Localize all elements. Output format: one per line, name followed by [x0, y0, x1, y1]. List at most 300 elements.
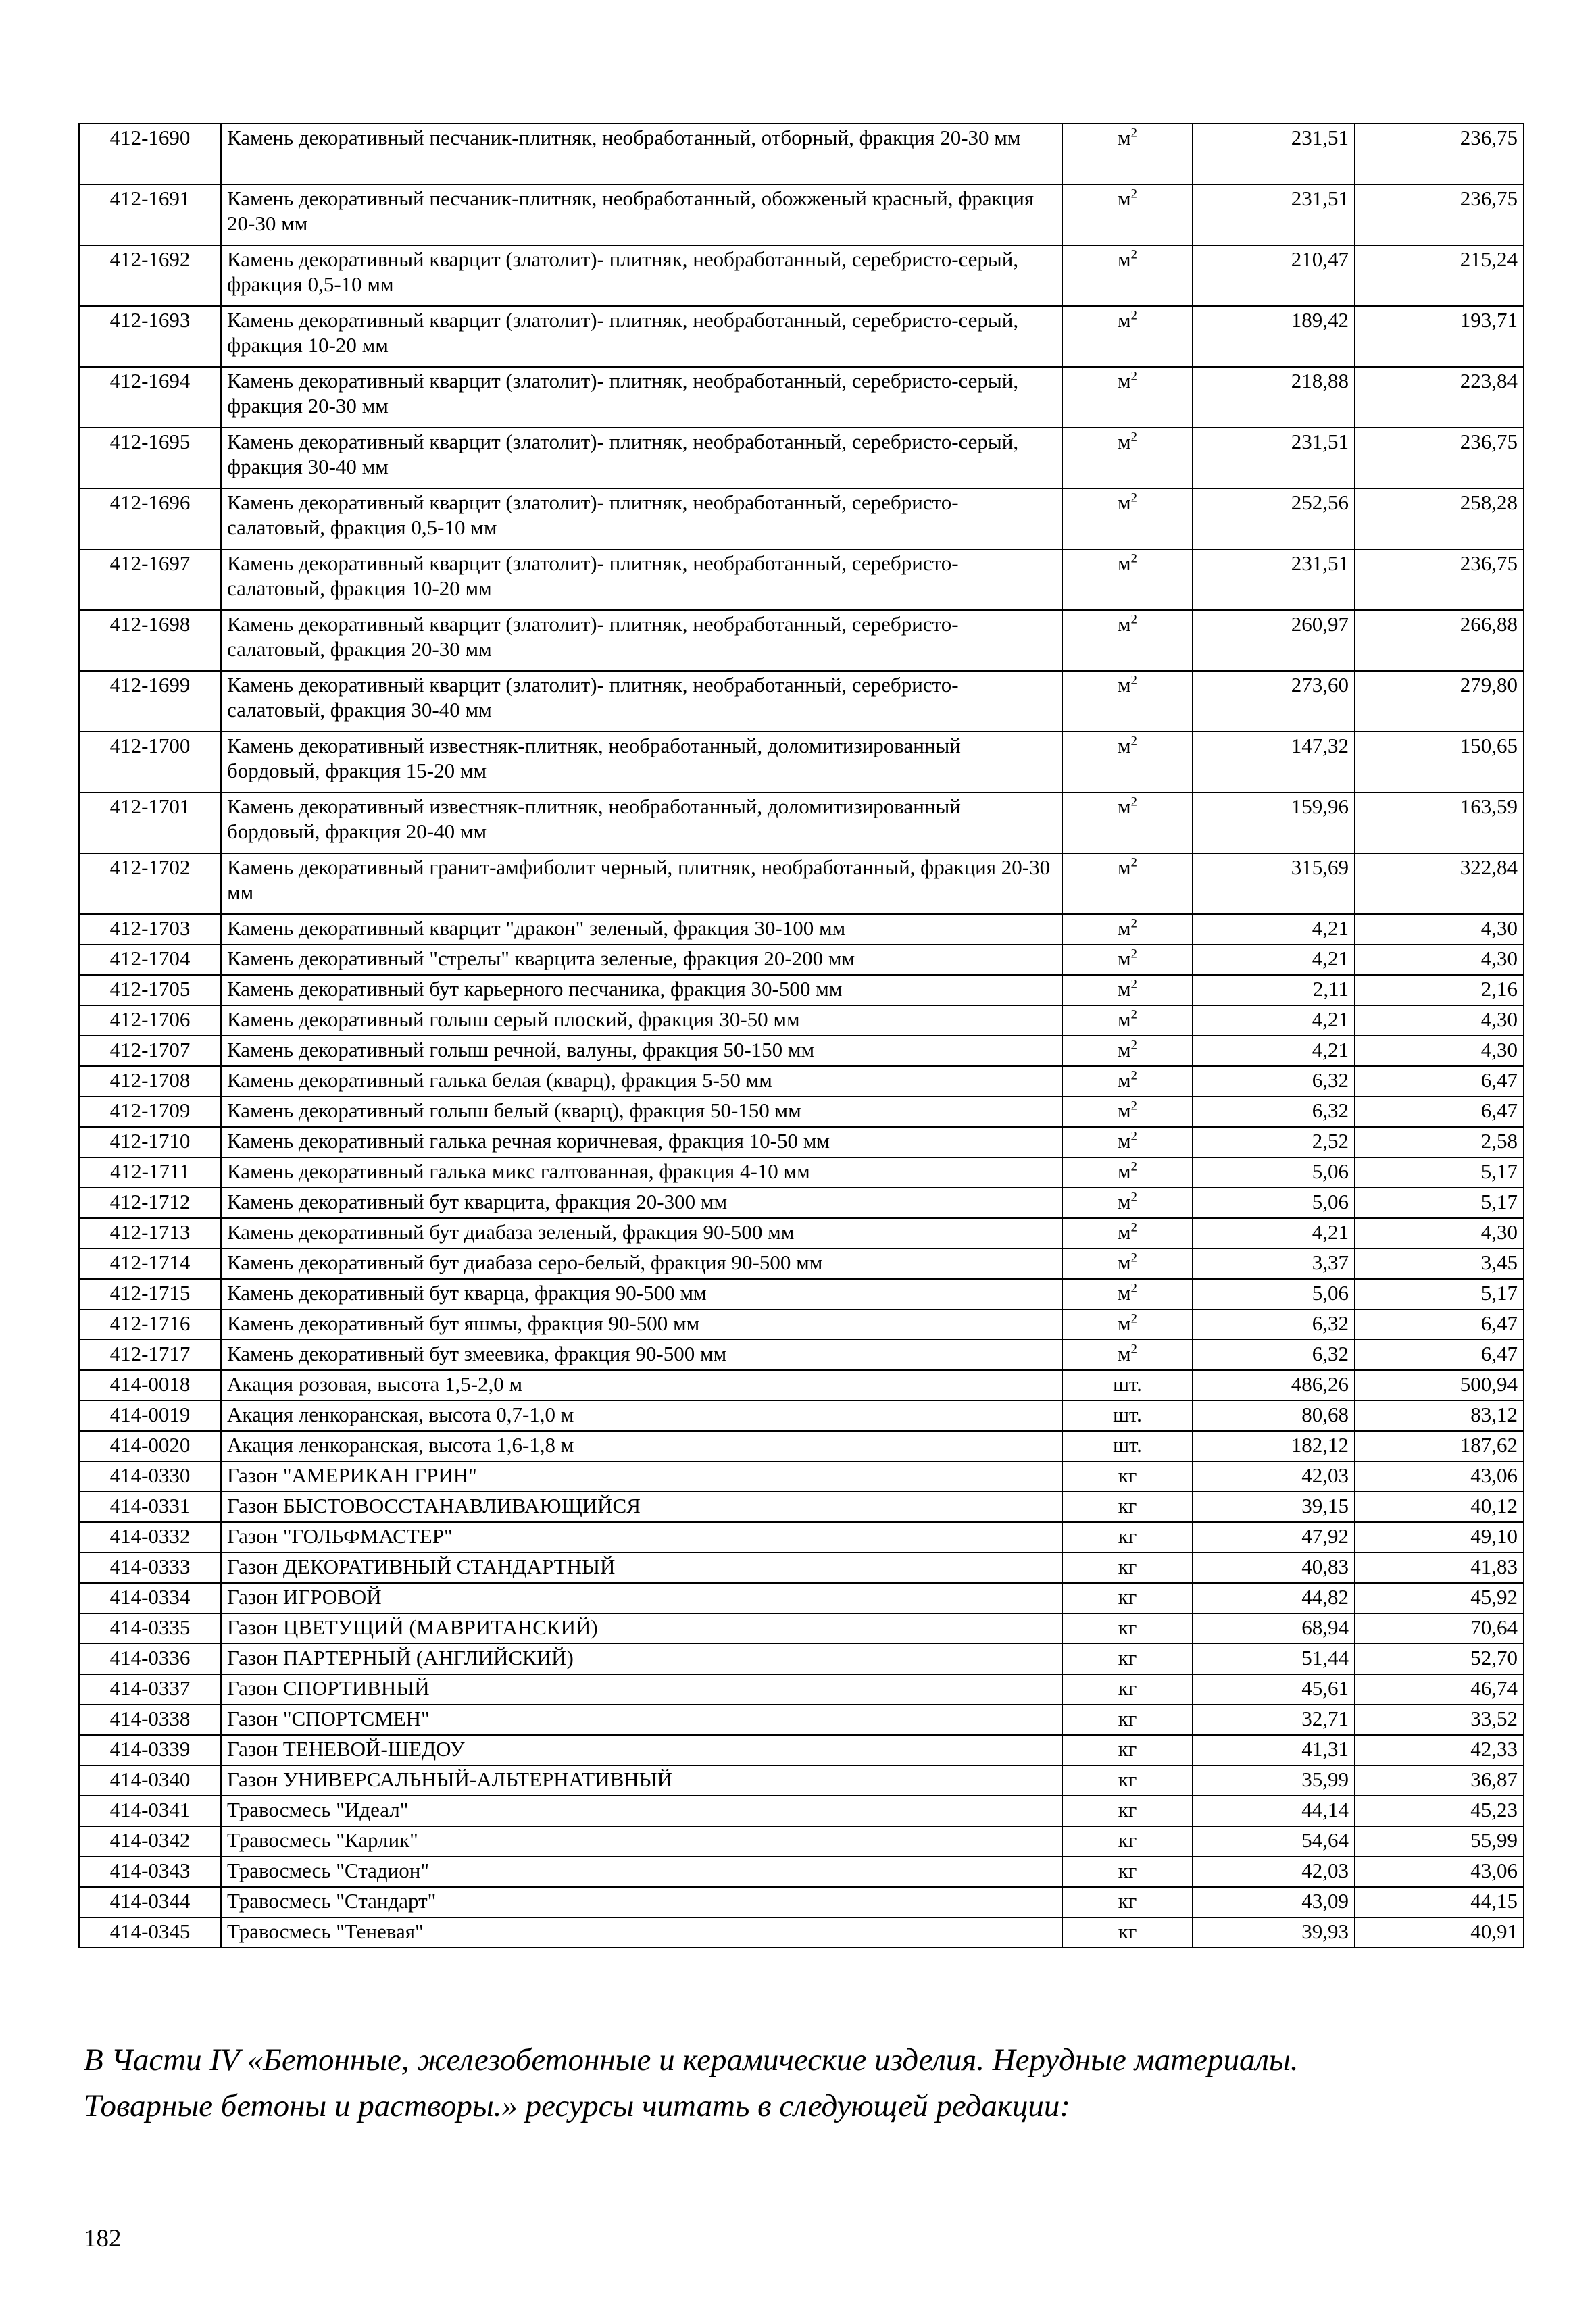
price-2-cell: 6,47 [1355, 1340, 1524, 1370]
resource-name-cell: Травосмесь "Идеал" [221, 1796, 1062, 1826]
resource-code-cell: 414-0330 [79, 1461, 221, 1492]
unit-cell: кг [1062, 1674, 1193, 1705]
table-row [79, 1796, 1524, 1826]
table-row [79, 1279, 1524, 1309]
unit-superscript: 2 [1130, 916, 1137, 931]
unit-cell: кг [1062, 1553, 1193, 1583]
price-1-cell: 210,47 [1193, 245, 1355, 306]
price-1-cell: 54,64 [1193, 1826, 1355, 1857]
unit-superscript: 2 [1130, 1099, 1137, 1113]
price-1-cell: 35,99 [1193, 1765, 1355, 1796]
table-row [79, 1857, 1524, 1887]
price-1-cell: 4,21 [1193, 1218, 1355, 1249]
resource-code-cell: 412-1701 [79, 793, 221, 853]
price-2-cell: 5,17 [1355, 1188, 1524, 1218]
resource-name-cell: Камень декоративный бут кварца, фракция 90-500 мм [221, 1279, 1062, 1309]
resource-name-cell: Камень декоративный кварцит "дракон" зеленый, фракция 30-100 мм [221, 914, 1062, 945]
resource-name-cell: Камень декоративный голыш речной, валуны, фракция 50-150 мм [221, 1036, 1062, 1066]
table-row [79, 245, 1524, 306]
table-row [79, 914, 1524, 945]
price-2-cell: 236,75 [1355, 549, 1524, 610]
table-row [79, 1127, 1524, 1157]
unit-cell: кг [1062, 1613, 1193, 1644]
table-row [79, 853, 1524, 914]
unit-superscript: 2 [1130, 430, 1137, 445]
resource-code-cell: 412-1715 [79, 1279, 221, 1309]
table-row [79, 1340, 1524, 1370]
unit-superscript: 2 [1130, 551, 1137, 566]
price-1-cell: 39,93 [1193, 1917, 1355, 1948]
unit-cell: $м^2$ [1062, 671, 1193, 732]
price-1-cell: 315,69 [1193, 853, 1355, 914]
price-1-cell: 5,06 [1193, 1157, 1355, 1188]
price-1-cell: 273,60 [1193, 671, 1355, 732]
unit-superscript: 2 [1130, 1038, 1137, 1053]
unit-cell: кг [1062, 1522, 1193, 1553]
price-2-cell: 4,30 [1355, 1036, 1524, 1066]
price-2-cell: 41,83 [1355, 1553, 1524, 1583]
resource-name-cell: Камень декоративный кварцит (златолит)- плитняк, необработанный, серебристо-салатовый, фракция 0,5-10 мм [221, 488, 1062, 549]
price-2-cell: 236,75 [1355, 124, 1524, 184]
resource-code-cell: 412-1706 [79, 1005, 221, 1036]
table-row [79, 793, 1524, 853]
resource-code-cell: 412-1699 [79, 671, 221, 732]
price-2-cell: 45,92 [1355, 1583, 1524, 1613]
unit-cell: $м^2$ [1062, 945, 1193, 975]
table-row [79, 1309, 1524, 1340]
price-1-cell: 3,37 [1193, 1249, 1355, 1279]
price-2-cell: 193,71 [1355, 306, 1524, 367]
unit-cell: кг [1062, 1461, 1193, 1492]
resource-name-cell: Камень декоративный бут диабаза серо-белый, фракция 90-500 мм [221, 1249, 1062, 1279]
unit-superscript: 2 [1130, 1190, 1137, 1205]
price-1-cell: 252,56 [1193, 488, 1355, 549]
resource-name-cell: Камень декоративный галька речная коричневая, фракция 10-50 мм [221, 1127, 1062, 1157]
resource-code-cell: 412-1693 [79, 306, 221, 367]
table-row [79, 488, 1524, 549]
table-row [79, 1066, 1524, 1097]
unit-cell: $м^2$ [1062, 610, 1193, 671]
table-row [79, 1674, 1524, 1705]
unit-superscript: 2 [1130, 491, 1137, 505]
table-row [79, 1917, 1524, 1948]
resource-name-cell: Камень декоративный "стрелы" кварцита зеленые, фракция 20-200 мм [221, 945, 1062, 975]
resource-name-cell: Камень декоративный гранит-амфиболит черный, плитняк, необработанный, фракция 20-30 мм [221, 853, 1062, 914]
price-2-cell: 150,65 [1355, 732, 1524, 793]
unit-cell: кг [1062, 1826, 1193, 1857]
resource-code-cell: 412-1702 [79, 853, 221, 914]
price-1-cell: 260,97 [1193, 610, 1355, 671]
resource-name-cell: Камень декоративный кварцит (златолит)- плитняк, необработанный, серебристо-салатовый, фракция 10-20 мм [221, 549, 1062, 610]
price-1-cell: 43,09 [1193, 1887, 1355, 1917]
unit-cell: кг [1062, 1705, 1193, 1735]
table-row [79, 1613, 1524, 1644]
price-1-cell: 231,51 [1193, 428, 1355, 488]
resource-code-cell: 412-1700 [79, 732, 221, 793]
resource-name-cell: Акация ленкоранская, высота 0,7-1,0 м [221, 1401, 1062, 1431]
resource-name-cell: Камень декоративный бут карьерного песчаника, фракция 30-500 мм [221, 975, 1062, 1005]
table-row [79, 1826, 1524, 1857]
price-1-cell: 4,21 [1193, 1005, 1355, 1036]
table-row [79, 1765, 1524, 1796]
price-1-cell: 231,51 [1193, 124, 1355, 184]
table-body [79, 124, 1524, 1948]
price-2-cell: 5,17 [1355, 1279, 1524, 1309]
price-1-cell: 51,44 [1193, 1644, 1355, 1674]
price-2-cell: 500,94 [1355, 1370, 1524, 1401]
unit-superscript: 2 [1130, 1220, 1137, 1235]
table-row [79, 610, 1524, 671]
unit-cell: кг [1062, 1796, 1193, 1826]
price-2-cell: 44,15 [1355, 1887, 1524, 1917]
unit-superscript: 2 [1130, 1159, 1137, 1174]
unit-cell: $м^2$ [1062, 245, 1193, 306]
resource-name-cell: Камень декоративный кварцит (златолит)- плитняк, необработанный, серебристо-серый, фракция 10-20 мм [221, 306, 1062, 367]
resource-name-cell: Газон ДЕКОРАТИВНЫЙ СТАНДАРТНЫЙ [221, 1553, 1062, 1583]
price-2-cell: 70,64 [1355, 1613, 1524, 1644]
unit-superscript: 2 [1130, 1007, 1137, 1022]
table-row [79, 1157, 1524, 1188]
price-2-cell: 45,23 [1355, 1796, 1524, 1826]
resource-name-cell: Газон БЫСТОВОССТАНАВЛИВАЮЩИЙСЯ [221, 1492, 1062, 1522]
resource-code-cell: 412-1710 [79, 1127, 221, 1157]
table-row [79, 124, 1524, 184]
resource-code-cell: 412-1697 [79, 549, 221, 610]
price-1-cell: 4,21 [1193, 914, 1355, 945]
price-1-cell: 4,21 [1193, 945, 1355, 975]
resource-code-cell: 414-0341 [79, 1796, 221, 1826]
unit-cell: $м^2$ [1062, 184, 1193, 245]
price-1-cell: 6,32 [1193, 1309, 1355, 1340]
unit-cell: $м^2$ [1062, 1127, 1193, 1157]
resource-code-cell: 414-0337 [79, 1674, 221, 1705]
resource-code-cell: 414-0342 [79, 1826, 221, 1857]
price-2-cell: 6,47 [1355, 1097, 1524, 1127]
price-2-cell: 6,47 [1355, 1066, 1524, 1097]
resource-code-cell: 412-1705 [79, 975, 221, 1005]
unit-superscript: 2 [1130, 734, 1137, 749]
resource-code-cell: 414-0340 [79, 1765, 221, 1796]
unit-cell: шт. [1062, 1431, 1193, 1461]
resource-code-cell: 414-0336 [79, 1644, 221, 1674]
unit-cell: $м^2$ [1062, 1036, 1193, 1066]
resource-name-cell: Камень декоративный кварцит (златолит)- плитняк, необработанный, серебристо-серый, фракция 0,5-10 мм [221, 245, 1062, 306]
price-2-cell: 83,12 [1355, 1401, 1524, 1431]
resource-code-cell: 414-0020 [79, 1431, 221, 1461]
unit-cell: $м^2$ [1062, 1005, 1193, 1036]
price-2-cell: 40,12 [1355, 1492, 1524, 1522]
resource-code-cell: 412-1704 [79, 945, 221, 975]
resource-code-cell: 412-1717 [79, 1340, 221, 1370]
unit-superscript: 2 [1130, 977, 1137, 992]
unit-cell: $м^2$ [1062, 367, 1193, 428]
price-2-cell: 52,70 [1355, 1644, 1524, 1674]
unit-cell: кг [1062, 1644, 1193, 1674]
price-1-cell: 39,15 [1193, 1492, 1355, 1522]
price-2-cell: 6,47 [1355, 1309, 1524, 1340]
unit-cell: шт. [1062, 1401, 1193, 1431]
price-1-cell: 44,82 [1193, 1583, 1355, 1613]
resource-name-cell: Акация ленкоранская, высота 1,6-1,8 м [221, 1431, 1062, 1461]
unit-superscript: 2 [1130, 795, 1137, 809]
table-row [79, 732, 1524, 793]
unit-cell: $м^2$ [1062, 1157, 1193, 1188]
unit-cell: $м^2$ [1062, 1309, 1193, 1340]
resource-name-cell: Камень декоративный бут диабаза зеленый, фракция 90-500 мм [221, 1218, 1062, 1249]
price-1-cell: 6,32 [1193, 1066, 1355, 1097]
price-2-cell: 3,45 [1355, 1249, 1524, 1279]
resource-name-cell: Камень декоративный известняк-плитняк, необработанный, доломитизированный бордовый, фракция 15-20 мм [221, 732, 1062, 793]
price-1-cell: 42,03 [1193, 1461, 1355, 1492]
price-1-cell: 2,52 [1193, 1127, 1355, 1157]
resource-name-cell: Травосмесь "Стадион" [221, 1857, 1062, 1887]
table-row [79, 1461, 1524, 1492]
table-row [79, 1887, 1524, 1917]
price-1-cell: 42,03 [1193, 1857, 1355, 1887]
resource-code-cell: 412-1709 [79, 1097, 221, 1127]
unit-cell: $м^2$ [1062, 732, 1193, 793]
resource-code-cell: 412-1713 [79, 1218, 221, 1249]
price-1-cell: 47,92 [1193, 1522, 1355, 1553]
price-2-cell: 4,30 [1355, 1005, 1524, 1036]
resource-code-cell: 414-0019 [79, 1401, 221, 1431]
resource-code-cell: 414-0333 [79, 1553, 221, 1583]
table-row [79, 1188, 1524, 1218]
unit-superscript: 2 [1130, 1311, 1137, 1326]
price-2-cell: 42,33 [1355, 1735, 1524, 1765]
unit-cell: $м^2$ [1062, 1249, 1193, 1279]
table-row [79, 1218, 1524, 1249]
resource-name-cell: Камень декоративный песчаник-плитняк, необработанный, отборный, фракция 20-30 мм [221, 124, 1062, 184]
price-2-cell: 46,74 [1355, 1674, 1524, 1705]
resource-code-cell: 414-0338 [79, 1705, 221, 1735]
price-2-cell: 5,17 [1355, 1157, 1524, 1188]
price-1-cell: 44,14 [1193, 1796, 1355, 1826]
table-row [79, 1735, 1524, 1765]
resource-code-cell: 414-0343 [79, 1857, 221, 1887]
unit-cell: кг [1062, 1917, 1193, 1948]
resource-code-cell: 414-0018 [79, 1370, 221, 1401]
resource-code-cell: 412-1712 [79, 1188, 221, 1218]
table-row [79, 1553, 1524, 1583]
unit-cell: кг [1062, 1583, 1193, 1613]
resource-name-cell: Камень декоративный галька белая (кварц), фракция 5-50 мм [221, 1066, 1062, 1097]
price-1-cell: 2,11 [1193, 975, 1355, 1005]
price-2-cell: 258,28 [1355, 488, 1524, 549]
unit-cell: кг [1062, 1857, 1193, 1887]
unit-cell: $м^2$ [1062, 853, 1193, 914]
unit-superscript: 2 [1130, 1281, 1137, 1296]
table-row [79, 671, 1524, 732]
resource-name-cell: Газон ТЕНЕВОЙ-ШЕДОУ [221, 1735, 1062, 1765]
section-note [84, 2037, 1503, 2129]
unit-cell: $м^2$ [1062, 1097, 1193, 1127]
table-row [79, 1705, 1524, 1735]
resource-code-cell: 412-1707 [79, 1036, 221, 1066]
resource-code-cell: 412-1714 [79, 1249, 221, 1279]
resource-code-cell: 414-0332 [79, 1522, 221, 1553]
unit-superscript: 2 [1130, 1129, 1137, 1144]
unit-cell: $м^2$ [1062, 428, 1193, 488]
price-1-cell: 6,32 [1193, 1340, 1355, 1370]
price-1-cell: 45,61 [1193, 1674, 1355, 1705]
resource-name-cell: Камень декоративный голыш белый (кварц), фракция 50-150 мм [221, 1097, 1062, 1127]
unit-cell: кг [1062, 1887, 1193, 1917]
price-1-cell: 40,83 [1193, 1553, 1355, 1583]
price-2-cell: 43,06 [1355, 1857, 1524, 1887]
price-2-cell: 236,75 [1355, 184, 1524, 245]
price-1-cell: 41,31 [1193, 1735, 1355, 1765]
table-row [79, 1522, 1524, 1553]
price-2-cell: 223,84 [1355, 367, 1524, 428]
resource-name-cell: Акация розовая, высота 1,5-2,0 м [221, 1370, 1062, 1401]
unit-cell: $м^2$ [1062, 1066, 1193, 1097]
price-1-cell: 32,71 [1193, 1705, 1355, 1735]
price-1-cell: 218,88 [1193, 367, 1355, 428]
resource-name-cell: Газон "ГОЛЬФМАСТЕР" [221, 1522, 1062, 1553]
resource-code-cell: 414-0345 [79, 1917, 221, 1948]
resource-name-cell: Камень декоративный кварцит (златолит)- плитняк, необработанный, серебристо-серый, фракция 20-30 мм [221, 367, 1062, 428]
table-row [79, 1005, 1524, 1036]
price-2-cell: 2,58 [1355, 1127, 1524, 1157]
resource-name-cell: Газон "СПОРТСМЕН" [221, 1705, 1062, 1735]
table-row [79, 549, 1524, 610]
resource-code-cell: 412-1703 [79, 914, 221, 945]
resource-name-cell: Камень декоративный известняк-плитняк, необработанный, доломитизированный бордовый, фракция 20-40 мм [221, 793, 1062, 853]
price-1-cell: 182,12 [1193, 1431, 1355, 1461]
unit-cell: $м^2$ [1062, 124, 1193, 184]
price-1-cell: 189,42 [1193, 306, 1355, 367]
unit-cell: кг [1062, 1765, 1193, 1796]
price-1-cell: 68,94 [1193, 1613, 1355, 1644]
page-number: 182 [84, 2225, 122, 2253]
price-2-cell: 49,10 [1355, 1522, 1524, 1553]
resource-name-cell: Травосмесь "Карлик" [221, 1826, 1062, 1857]
resource-code-cell: 412-1695 [79, 428, 221, 488]
unit-cell: $м^2$ [1062, 914, 1193, 945]
unit-superscript: 2 [1130, 855, 1137, 870]
table-row [79, 367, 1524, 428]
unit-cell: $м^2$ [1062, 793, 1193, 853]
resource-code-cell: 412-1716 [79, 1309, 221, 1340]
price-1-cell: 486,26 [1193, 1370, 1355, 1401]
price-table [78, 123, 1524, 1948]
unit-cell: $м^2$ [1062, 1188, 1193, 1218]
table-row [79, 1249, 1524, 1279]
resource-code-cell: 412-1698 [79, 610, 221, 671]
price-2-cell: 4,30 [1355, 945, 1524, 975]
resource-name-cell: Камень декоративный бут кварцита, фракция 20-300 мм [221, 1188, 1062, 1218]
unit-superscript: 2 [1130, 612, 1137, 627]
price-2-cell: 187,62 [1355, 1431, 1524, 1461]
price-1-cell: 6,32 [1193, 1097, 1355, 1127]
resource-code-cell: 412-1711 [79, 1157, 221, 1188]
unit-superscript: 2 [1130, 186, 1137, 201]
price-1-cell: 4,21 [1193, 1036, 1355, 1066]
unit-cell: шт. [1062, 1370, 1193, 1401]
price-2-cell: 4,30 [1355, 914, 1524, 945]
resource-name-cell: Камень декоративный песчаник-плитняк, необработанный, обожженый красный, фракция 20-30 мм [221, 184, 1062, 245]
resource-code-cell: 412-1692 [79, 245, 221, 306]
table-row [79, 1431, 1524, 1461]
unit-cell: кг [1062, 1492, 1193, 1522]
price-2-cell: 43,06 [1355, 1461, 1524, 1492]
table-row [79, 975, 1524, 1005]
price-2-cell: 236,75 [1355, 428, 1524, 488]
resource-name-cell: Травосмесь "Стандарт" [221, 1887, 1062, 1917]
note-line-1: В Части IV «Бетонные, железобетонные и керамические изделия. Нерудные материалы. [84, 2042, 1299, 2078]
resource-name-cell: Газон ИГРОВОЙ [221, 1583, 1062, 1613]
price-2-cell: 55,99 [1355, 1826, 1524, 1857]
price-2-cell: 215,24 [1355, 245, 1524, 306]
unit-superscript: 2 [1130, 1068, 1137, 1083]
price-1-cell: 231,51 [1193, 184, 1355, 245]
resource-name-cell: Газон ЦВЕТУЩИЙ (МАВРИТАНСКИЙ) [221, 1613, 1062, 1644]
resource-code-cell: 412-1696 [79, 488, 221, 549]
table-row [79, 1097, 1524, 1127]
price-1-cell: 5,06 [1193, 1279, 1355, 1309]
unit-superscript: 2 [1130, 126, 1137, 141]
unit-cell: кг [1062, 1735, 1193, 1765]
resource-name-cell: Камень декоративный бут яшмы, фракция 90-500 мм [221, 1309, 1062, 1340]
price-2-cell: 36,87 [1355, 1765, 1524, 1796]
resource-code-cell: 414-0335 [79, 1613, 221, 1644]
resource-name-cell: Камень декоративный галька микс галтованная, фракция 4-10 мм [221, 1157, 1062, 1188]
price-2-cell: 33,52 [1355, 1705, 1524, 1735]
unit-cell: $м^2$ [1062, 1279, 1193, 1309]
unit-superscript: 2 [1130, 247, 1137, 262]
unit-cell: $м^2$ [1062, 1218, 1193, 1249]
resource-name-cell: Газон "АМЕРИКАН ГРИН" [221, 1461, 1062, 1492]
price-2-cell: 163,59 [1355, 793, 1524, 853]
price-1-cell: 147,32 [1193, 732, 1355, 793]
resource-name-cell: Камень декоративный голыш серый плоский, фракция 30-50 мм [221, 1005, 1062, 1036]
resource-name-cell: Газон СПОРТИВНЫЙ [221, 1674, 1062, 1705]
price-2-cell: 322,84 [1355, 853, 1524, 914]
resource-code-cell: 414-0339 [79, 1735, 221, 1765]
price-2-cell: 2,16 [1355, 975, 1524, 1005]
table-row [79, 1492, 1524, 1522]
table-row [79, 184, 1524, 245]
resource-code-cell: 414-0331 [79, 1492, 221, 1522]
price-1-cell: 231,51 [1193, 549, 1355, 610]
unit-superscript: 2 [1130, 1251, 1137, 1265]
resource-code-cell: 412-1691 [79, 184, 221, 245]
table-row [79, 428, 1524, 488]
resource-name-cell: Газон ПАРТЕРНЫЙ (АНГЛИЙСКИЙ) [221, 1644, 1062, 1674]
price-2-cell: 40,91 [1355, 1917, 1524, 1948]
resource-code-cell: 412-1708 [79, 1066, 221, 1097]
unit-superscript: 2 [1130, 947, 1137, 961]
table-row [79, 945, 1524, 975]
resource-code-cell: 412-1690 [79, 124, 221, 184]
resource-name-cell: Камень декоративный кварцит (златолит)- плитняк, необработанный, серебристо-салатовый, фракция 30-40 мм [221, 671, 1062, 732]
unit-cell: $м^2$ [1062, 975, 1193, 1005]
table-row [79, 1583, 1524, 1613]
resource-name-cell: Газон УНИВЕРСАЛЬНЫЙ-АЛЬТЕРНАТИВНЫЙ [221, 1765, 1062, 1796]
unit-cell: $м^2$ [1062, 306, 1193, 367]
resource-name-cell: Камень декоративный бут змеевика, фракция 90-500 мм [221, 1340, 1062, 1370]
resource-code-cell: 414-0334 [79, 1583, 221, 1613]
table-row [79, 306, 1524, 367]
price-1-cell: 159,96 [1193, 793, 1355, 853]
note-line-2: Товарные бетоны и растворы.» ресурсы читать в следующей редакции: [84, 2088, 1071, 2124]
unit-cell: $м^2$ [1062, 549, 1193, 610]
table-row [79, 1401, 1524, 1431]
price-1-cell: 5,06 [1193, 1188, 1355, 1218]
resource-name-cell: Камень декоративный кварцит (златолит)- плитняк, необработанный, серебристо-серый, фракция 30-40 мм [221, 428, 1062, 488]
price-1-cell: 80,68 [1193, 1401, 1355, 1431]
